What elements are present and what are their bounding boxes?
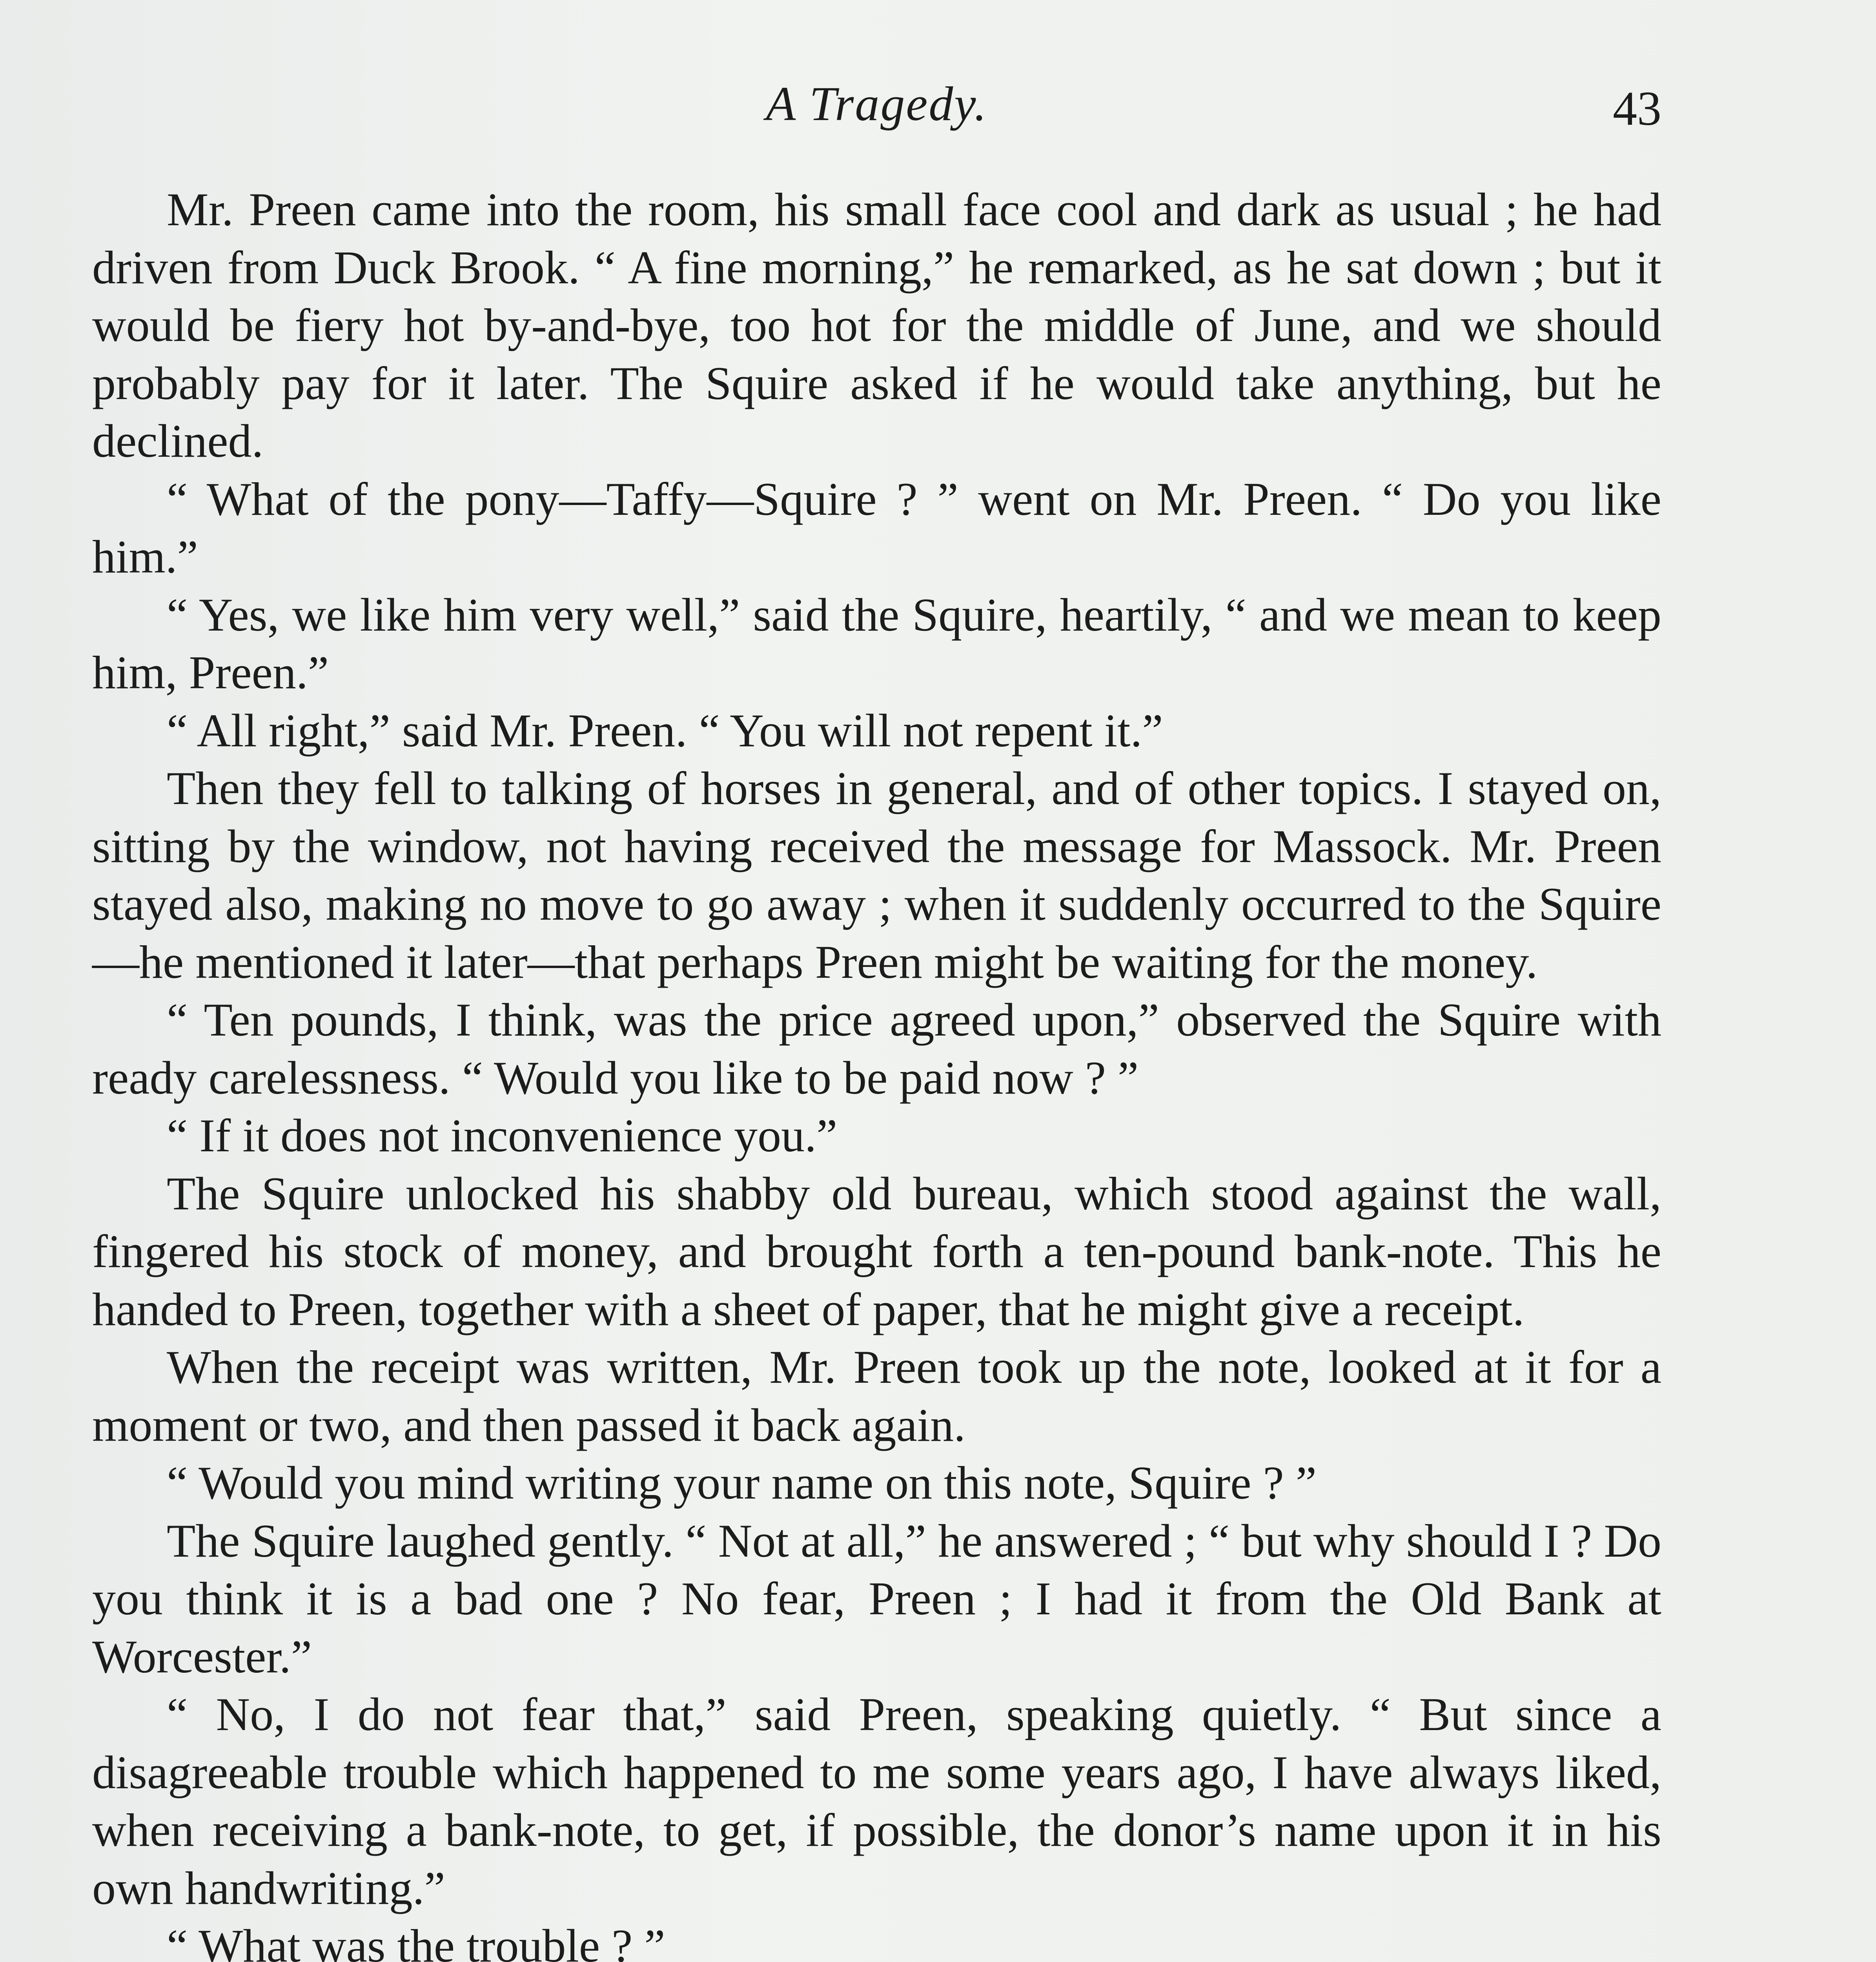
paragraph-1: Mr. Preen came into the room, his small face cool and dark as usual ; he had driven from Duck Brook. “ A fine morning,” he remarked, as he sat down ; but it would be fiery hot by-and-bye, too hot for the middle of June, and we should probably pay for it later. The Squire asked if he would take anything, but he declined. bbox=[92, 183, 1661, 467]
paragraph-7: “ If it does not inconvenience you.” bbox=[167, 1109, 838, 1162]
paragraph-6: “ Ten pounds, I think, was the price agreed upon,” observed the Squire with ready carelessness. “ Would you like to be paid now ? ” bbox=[92, 994, 1661, 1104]
running-title: A Tragedy. bbox=[766, 77, 988, 131]
paragraph-12: “ No, I do not fear that,” said Preen, speaking quietly. “ But since a disagreeable trouble which happened to me some years ago, I have always liked, when receiving a bank-note, to get, if possible, the donor’s name upon it in his own handwriting.” bbox=[92, 1688, 1661, 1914]
page-number: 43 bbox=[1613, 82, 1661, 135]
paragraph-5: Then they fell to talking of horses in general, and of other topics. I stayed on, sitting by the window, not having received the message for Massock. Mr. Preen stayed also, making no move to go away ; when it suddenly occurred to the Squire—he mentioned it later—that perhaps Preen might be waiting for the money. bbox=[92, 762, 1661, 988]
running-head bbox=[92, 75, 1661, 133]
paragraph-2: “ What of the pony—Taffy—Squire ? ” went on Mr. Preen. “ Do you like him.” bbox=[92, 472, 1661, 583]
paragraph-10: “ Would you mind writing your name on this note, Squire ? ” bbox=[167, 1457, 1317, 1509]
paragraph-13: “ What was the trouble ? ” bbox=[167, 1920, 665, 1962]
paragraph-11: The Squire laughed gently. “ Not at all,” he answered ; “ but why should I ? Do you think it is a bad one ? No fear, Preen ; I had it from the Old Bank at Worcester.” bbox=[92, 1514, 1661, 1683]
paragraph-9: When the receipt was written, Mr. Preen took up the note, looked at it for a moment or two, and then passed it back again. bbox=[92, 1341, 1661, 1451]
body-text bbox=[92, 181, 1661, 1962]
paragraph-3: “ Yes, we like him very well,” said the Squire, heartily, “ and we mean to keep him, Preen.” bbox=[92, 588, 1661, 698]
paragraph-4: “ All right,” said Mr. Preen. “ You will not repent it.” bbox=[167, 704, 1163, 757]
paragraph-8: The Squire unlocked his shabby old bureau, which stood against the wall, fingered his stock of money, and brought forth a ten-pound bank-note. This he handed to Preen, together with a sheet of paper, that he might give a receipt. bbox=[92, 1167, 1661, 1335]
